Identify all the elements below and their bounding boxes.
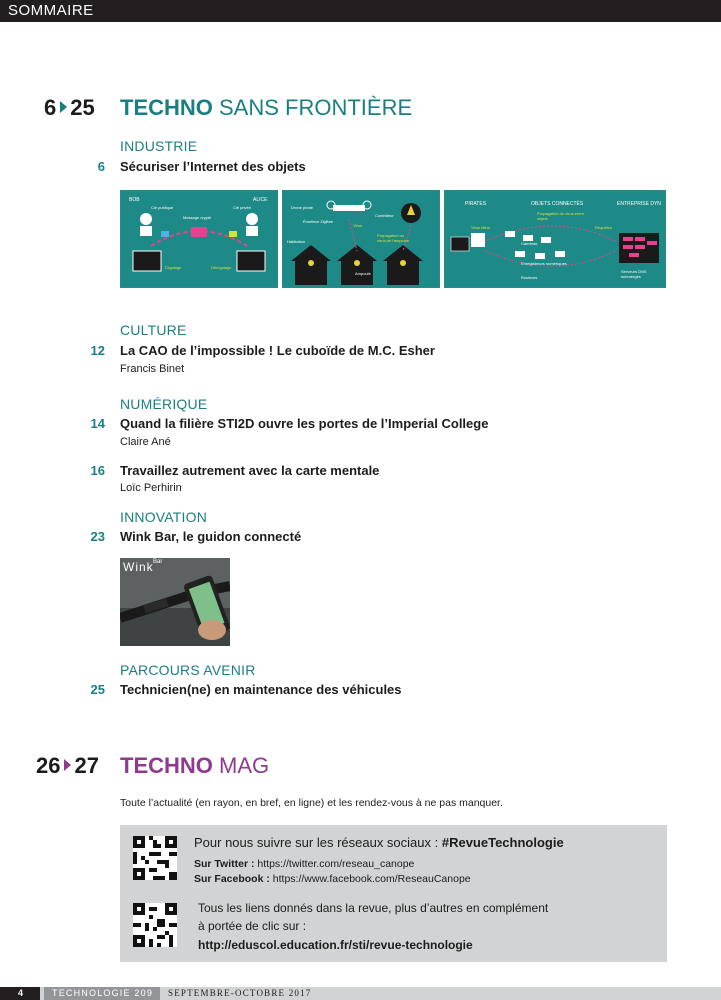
section2-title-rest: MAG [212,753,270,778]
figure-label: PIRATES [465,201,487,207]
qr-code-social [133,836,177,880]
twitter-link[interactable]: https://twitter.com/reseau_canope [257,858,415,870]
section1-range-end: 25 [70,95,95,120]
figure-label: Décryptage [211,265,232,270]
links-text-line1: Tous les liens donnés dans la revue, plus d’autres en complément [198,901,549,915]
twitter-line [194,858,414,870]
category-innovation: INNOVATION [120,509,208,525]
figure-label: Habitation [287,239,306,244]
section2-title [120,753,269,779]
article-author: Francis Binet [120,363,185,375]
qr-code-icon[interactable] [133,836,177,880]
footer-date: SEPTEMBRE-OCTOBRE 2017 [168,988,312,998]
facebook-line [194,873,471,885]
section2-intro: Toute l’actualité (en rayon, en bref, en ligne) et les rendez-vous à ne pas manquer. [120,797,503,809]
figure-label: Virus [353,223,363,228]
category-industrie: INDUSTRIE [120,138,198,154]
footer-page-number: 4 [0,987,40,1000]
article-title[interactable]: La CAO de l’impossible ! Le cuboïde de M.C. Esher [120,343,435,358]
page-number: 16 [90,463,105,478]
article-title[interactable]: Travaillez autrement avec la carte mentale [120,463,380,478]
figure-label: Propagation du virus de l'ampoule [377,233,410,243]
figure-label: Clé publique [151,205,174,210]
page-number: 12 [90,343,105,358]
section1-page-range [44,95,95,121]
figure-label: Routeurs [521,275,538,280]
article-title[interactable]: Sécuriser l’Internet des objets [120,159,306,174]
figure-encryption [120,190,278,288]
section1-title-bold: TECHNO [120,95,213,120]
figure-label: Drone pirate [291,205,314,210]
figure-label: Contrôleur [375,213,394,218]
arrow-right-icon [64,759,71,771]
section1-range-start: 6 [44,95,57,120]
footer-magazine: TECHNOLOGIE 209 [44,987,160,1000]
figure-label: Émetteur ZigBee [303,219,334,224]
page-number: 14 [90,416,105,431]
facebook-label: Sur Facebook : [194,873,273,885]
hashtag[interactable]: #RevueTechnologie [441,835,564,850]
article-title[interactable]: Quand la filière STI2D ouvre les portes de l’Imperial College [120,416,489,431]
figure-label: Requêtes [595,225,613,230]
figure-label: ENTREPRISE DYN [617,201,661,207]
figure-label: Serveurs DNS submergés [621,269,647,279]
section2-page-range [36,753,99,779]
social-heading-text: Pour nous suivre sur les réseaux sociaux : [194,835,442,850]
facebook-link[interactable]: https://www.facebook.com/ReseauCanope [272,873,471,885]
figure-label: Ampoule [355,271,371,276]
figure-label: Caméras [521,241,538,246]
category-parcours-avenir: PARCOURS AVENIR [120,662,256,678]
section2-range-start: 26 [36,753,61,778]
section1-title-rest: SANS FRONTIÈRE [212,95,413,120]
figure-drone-attack [282,190,440,288]
twitter-label: Sur Twitter : [194,858,258,870]
page-number: 6 [97,159,105,174]
category-culture: CULTURE [120,322,187,338]
figure-label: OBJETS CONNECTÉS [531,201,584,207]
figure-label: Enregistreurs numériques [521,261,567,266]
section1-title [120,95,412,121]
article-title[interactable]: Wink Bar, le guidon connecté [120,529,302,544]
links-text-line2: à portée de clic sur : [198,919,307,933]
arrow-right-icon [60,101,67,113]
figure-label: ALICE [253,197,268,203]
figure-label: Message crypté [183,215,212,220]
page-number: 23 [90,529,105,544]
figure-label: Clé privée [233,205,252,210]
figure-label: Propagation du virus entre objets [537,211,584,221]
photo-label: Wink [123,560,154,574]
social-heading [194,835,564,850]
section2-title-bold: TECHNO [120,753,213,778]
figure-label: BOB [129,197,140,203]
section2-range-end: 27 [74,753,99,778]
article-author: Claire Ané [120,436,171,448]
links-url[interactable]: http://eduscol.education.fr/sti/revue-technologie [198,938,473,952]
qr-code-icon[interactable] [133,903,177,947]
social-links-box [120,825,667,962]
article-author: Loïc Perhirin [120,482,182,494]
photo-label: Bar [153,559,163,565]
figure-label: Virus Mirai [471,225,490,230]
encryption-diagram [121,191,277,287]
figure-label: Cryptage [165,265,182,270]
page-number: 25 [90,682,105,697]
article-title[interactable]: Technicien(ne) en maintenance des véhicules [120,682,402,697]
footer-bar [0,987,721,1000]
header-bar [0,0,721,22]
header-label: SOMMAIRE [8,2,94,19]
qr-code-links [133,903,177,947]
category-numerique: NUMÉRIQUE [120,396,208,412]
wink-bar-photo [120,558,230,646]
figure-mirai-botnet [444,190,666,288]
